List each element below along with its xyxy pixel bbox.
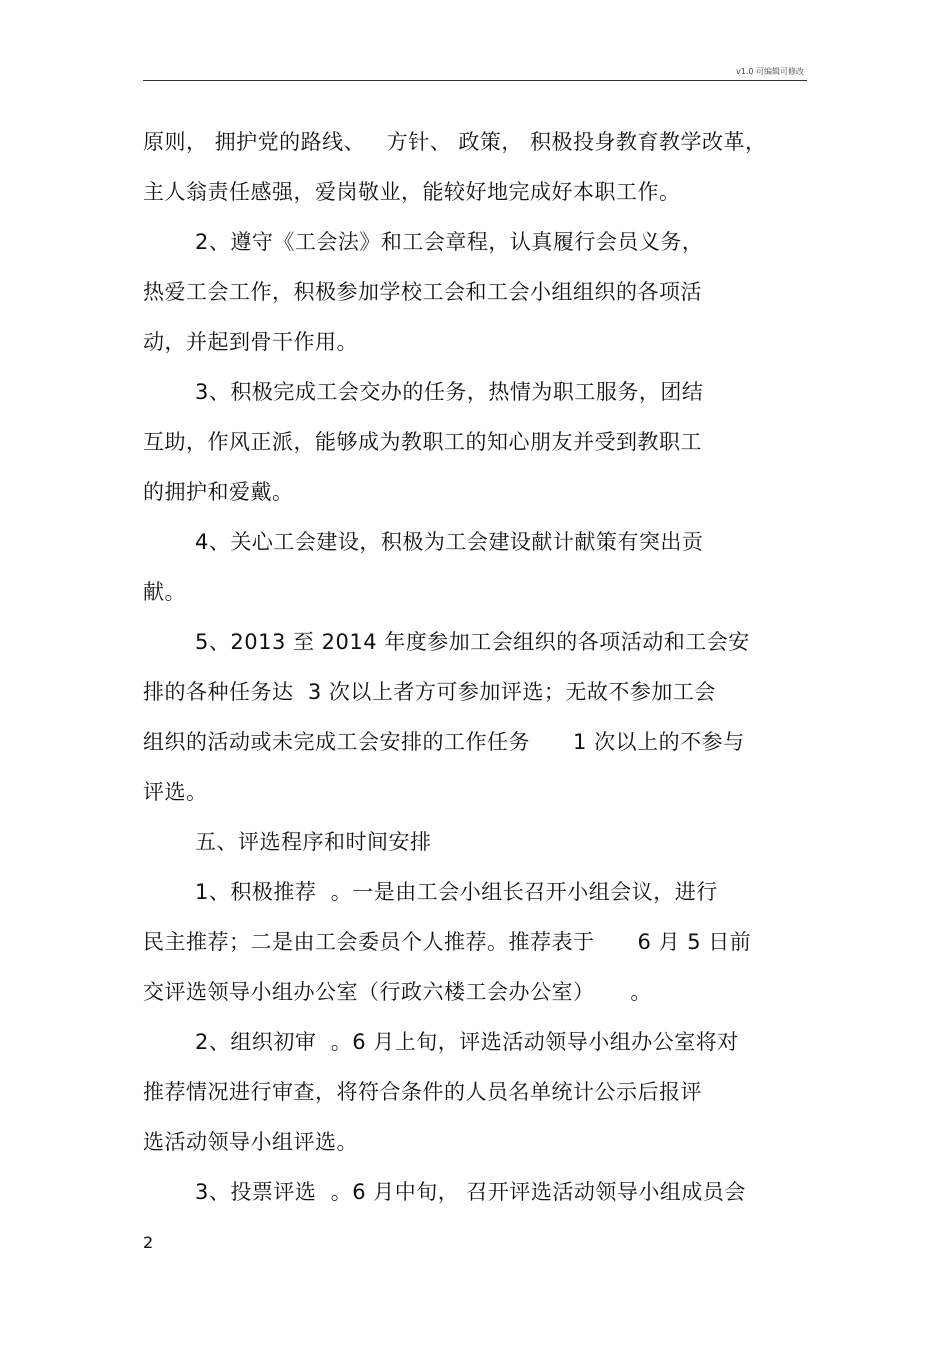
section-heading: 五、评选程序和时间安排 [195, 830, 432, 854]
text-line: 排的各种任务达 3 次以上者方可参加评选；无故不参加工会 [143, 680, 716, 704]
text-line: 热爱工会工作，积极参加学校工会和工会小组组织的各项活 [143, 280, 702, 304]
page-number: 2 [143, 1233, 154, 1252]
text-line: 原则， 拥护党的路线、 方针、 政策， 积极投身教育教学改革， [143, 130, 767, 154]
text-line: 的拥护和爱戴。 [143, 480, 294, 504]
text-line: 民主推荐；二是由工会委员个人推荐。推荐表于 6 月 5 日前 [143, 930, 752, 954]
text-line: 1、积极推荐 。一是由工会小组长召开小组会议，进行 [195, 880, 718, 904]
text-line: 3、积极完成工会交办的任务，热情为职工服务，团结 [195, 380, 704, 404]
text-line: 推荐情况进行审查，将符合条件的人员名单统计公示后报评 [143, 1080, 702, 1104]
text-line: 组织的活动或未完成工会安排的工作任务 1 次以上的不参与 [143, 730, 745, 754]
text-line: 献。 [143, 580, 186, 604]
text-line: 交评选领导小组办公室（行政六楼工会办公室） 。 [143, 980, 652, 1004]
header-divider [143, 80, 807, 81]
text-line: 互助，作风正派，能够成为教职工的知心朋友并受到教职工 [143, 430, 702, 454]
text-line: 评选。 [143, 780, 208, 804]
text-line: 主人翁责任感强，爱岗敬业，能较好地完成好本职工作。 [143, 180, 681, 204]
text-line: 3、投票评选 。6 月中旬， 召开评选活动领导小组成员会 [195, 1180, 746, 1204]
text-line: 2、组织初审 。6 月上旬，评选活动领导小组办公室将对 [195, 1030, 739, 1054]
text-line: 4、关心工会建设，积极为工会建设献计献策有突出贡 [195, 530, 704, 554]
text-line: 选活动领导小组评选。 [143, 1130, 358, 1154]
text-line: 2、遵守《工会法》和工会章程，认真履行会员义务， [195, 230, 704, 254]
text-line: 动，并起到骨干作用。 [143, 330, 358, 354]
text-line: 5、2013 至 2014 年度参加工会组织的各项活动和工会安 [195, 630, 750, 654]
version-label: v1.0 可编辑可修改 [736, 67, 804, 76]
